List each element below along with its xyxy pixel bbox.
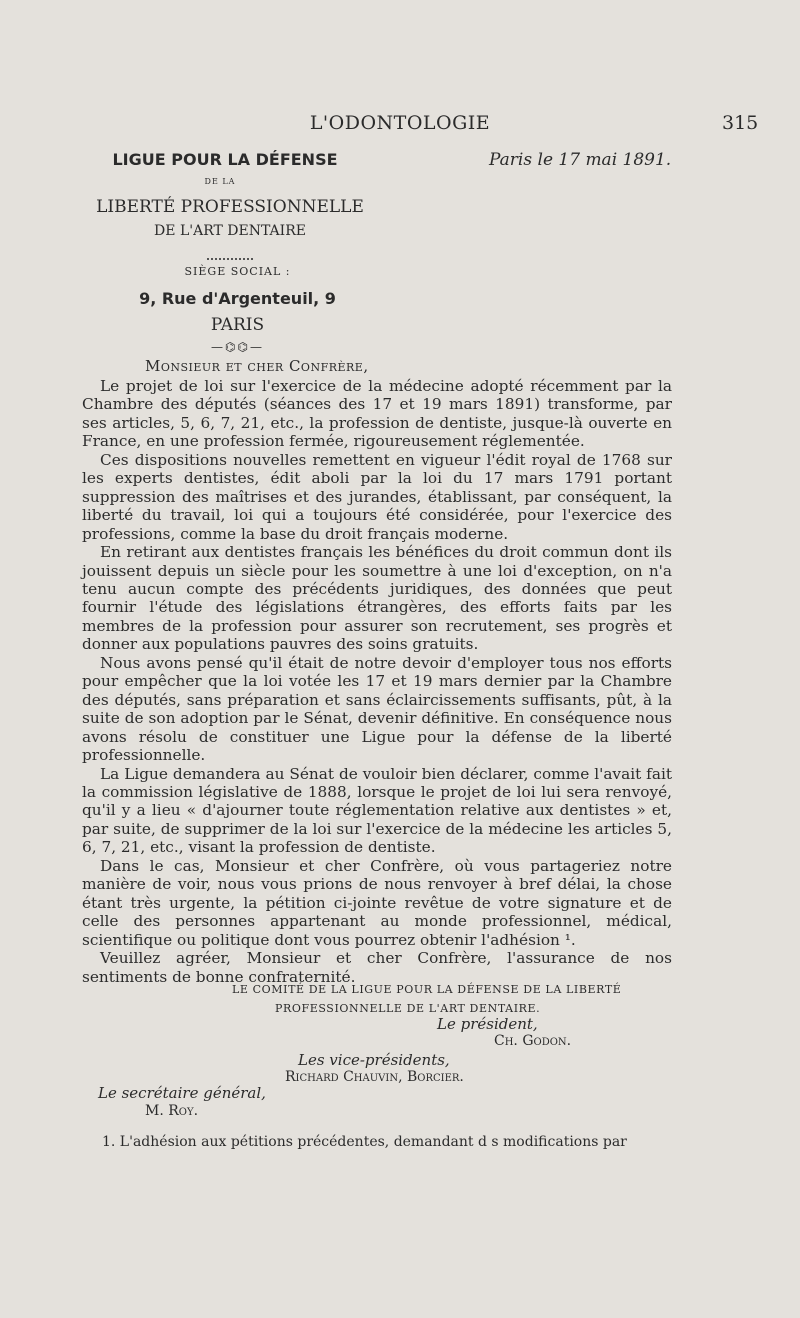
running-title: L'ODONTOLOGIE	[309, 112, 491, 134]
salutation: Monsieur et cher Confrère,	[145, 357, 369, 375]
street-address: 9, Rue d'Argenteuil, 9	[139, 289, 336, 308]
vice-presidents-names: Richard Chauvin, Borcier.	[285, 1069, 464, 1085]
president-name: Ch. Godon.	[494, 1033, 572, 1049]
paragraph: La Ligue demandera au Sénat de vouloir bien déclarer, comme l'avait fait la commission législative de 1888, lorsque le projet de loi lui sera renvoyé, qu'il y a lieu « d'ajourner toute réglementation relative aux dentistes » et, par suite, de supprimer de la loi sur l'exercice de la médecine les articles 5, 6, 7, 21, etc., visant la profession de dentiste.	[82, 764, 672, 857]
page-number: 315	[722, 112, 759, 134]
committee-line-2: PROFESSIONNELLE DE L'ART DENTAIRE.	[275, 1002, 541, 1015]
letterhead-line-3: LIBERTÉ PROFESSIONNELLE	[96, 197, 364, 217]
dateline: Paris le 17 mai 1891.	[489, 150, 672, 170]
footnote: 1. L'adhésion aux pétitions précédentes, demandant d s modifications par	[102, 1134, 627, 1150]
vice-presidents-label: Les vice-présidents,	[298, 1051, 450, 1069]
president-label: Le président,	[437, 1015, 538, 1033]
paragraph: Le projet de loi sur l'exercice de la médecine adopté récemment par la Chambre des députés (séances des 17 et 19 mars 1891) transforme, par ses articles, 5, 6, 7, 21, etc., la profession de dentiste, jusque-là ouverte en France, en une profession fermée, rigoureusement réglementée.	[82, 377, 672, 451]
paragraph: Ces dispositions nouvelles remettent en vigueur l'édit royal de 1768 sur les experts dentistes, édit aboli par la loi du 17 mars 1791 portant suppression des maîtrises et des jurandes, établissant, par conséquent, la liberté du travail, loi qui a toujours été considérée, pour l'exercice des professions, comme la base du droit français moderne.	[82, 450, 672, 543]
paragraph: En retirant aux dentistes français les bénéfices du droit commun dont ils jouissent depuis un siècle pour les soumettre à une loi d'exception, on n'a tenu aucun compte des précédents juridiques, des données que peut fournir l'étude des législations étrangères, des efforts faits par les membres de la profession pour assurer son recrutement, ses progrès et donner aux populations pauvres des soins gratuits.	[82, 543, 672, 654]
paragraph: Dans le cas, Monsieur et cher Confrère, où vous partageriez notre manière de voir, nous vous prions de nous renvoyer à bref délai, la chose étant très urgente, la pétition ci-jointe revêtue de votre signature et de celle des personnes appartenant au monde professionnel, médical, scientifique ou politique dont vous pourrez obtenir l'adhésion ¹.	[82, 856, 672, 949]
secretary-label: Le secrétaire général,	[98, 1084, 266, 1102]
ornament: —⌬⌬—	[211, 340, 264, 354]
letterhead-line-2: DE LA	[204, 177, 236, 186]
letter-body	[82, 377, 672, 986]
siege-label: SIÈGE SOCIAL :	[184, 265, 291, 278]
paragraph: Veuillez agréer, Monsieur et cher Confrère, l'assurance de nos sentiments de bonne confraternité.	[82, 949, 672, 986]
paragraph: Nous avons pensé qu'il était de notre devoir d'employer tous nos efforts pour empêcher que la loi votée les 17 et 19 mars dernier par la Chambre des députés, sans préparation et sans éclaircissements suffisants, pût, à la suite de son adoption par le Sénat, devenir définitive. En conséquence nous avons résolu de constituer une Ligue pour la défense de la liberté professionnelle.	[82, 653, 672, 765]
secretary-name: M. Roy.	[145, 1103, 199, 1119]
city: PARIS	[210, 315, 265, 335]
letterhead-line-1: LIGUE POUR LA DÉFENSE	[112, 150, 338, 169]
letterhead-line-4: DE L'ART DENTAIRE	[154, 223, 306, 239]
committee-line-1: LE COMITÉ DE LA LIGUE POUR LA DÉFENSE DE LA LIBERTÉ	[232, 983, 622, 996]
decorative-rule	[207, 252, 253, 260]
